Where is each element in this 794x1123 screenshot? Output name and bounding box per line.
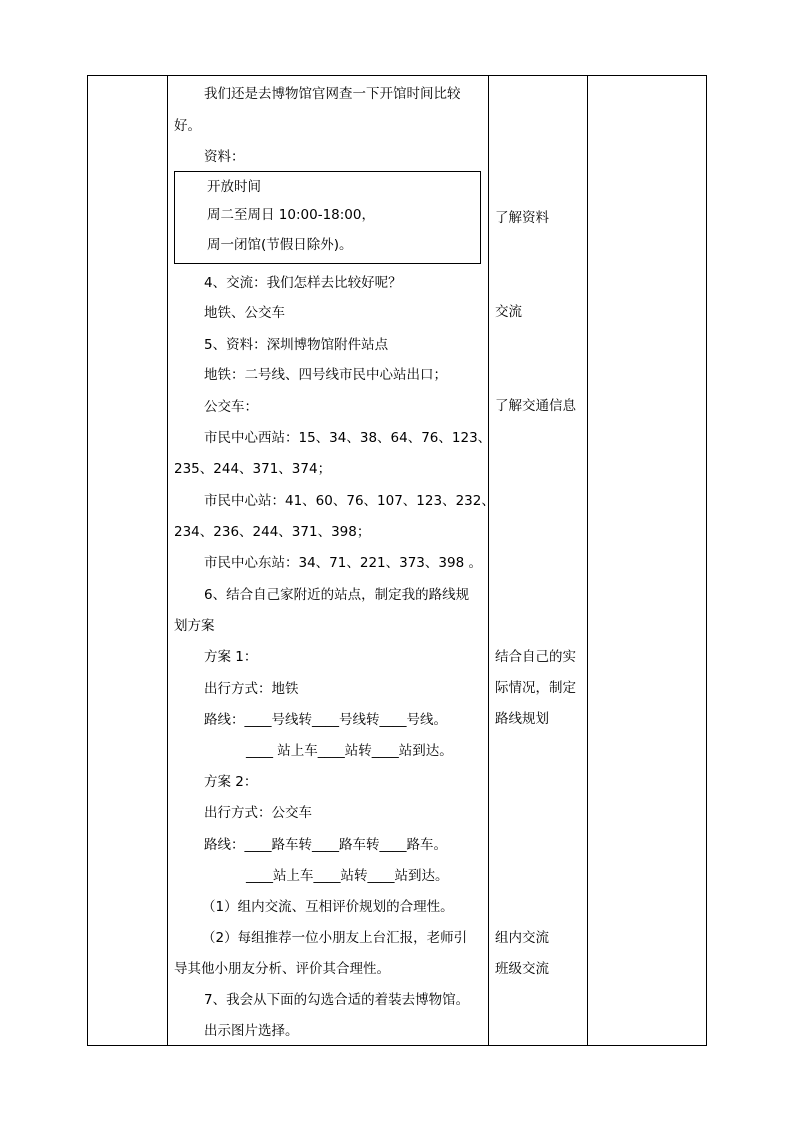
plan2-label: 方案 2： (204, 774, 258, 790)
step4-answer: 地铁、公交车 (204, 305, 285, 321)
material-label: 资料： (204, 149, 245, 165)
plan1-label: 方案 1： (204, 649, 258, 665)
west-station-line: 235、244、371、374； (174, 461, 332, 477)
plan1-route: 路线：____号线转____号线转____号线。 (204, 712, 447, 728)
plan2-stops: ____站上车____站转____站到达。 (246, 868, 449, 884)
intro-line: 我们还是去博物馆官网查一下开馆时间比较 (204, 86, 461, 102)
plan1-mode: 出行方式：地铁 (204, 681, 299, 697)
step5-metro: 地铁：二号线、四号线市民中心站出口； (204, 367, 447, 383)
center-station-line: 234、236、244、371、398； (174, 524, 371, 540)
west-station-line: 市民中心西站：15、34、38、64、76、123、 (204, 430, 492, 446)
plan2-mode: 出行方式：公交车 (204, 805, 312, 821)
discussion-1: （1）组内交流、互相评价规划的合理性。 (202, 899, 454, 915)
activity-text: 路线规划 (495, 711, 549, 727)
opening-hours-box (174, 171, 481, 264)
activity-text: 组内交流 (495, 930, 549, 946)
step6-line: 划方案 (174, 618, 215, 634)
east-station-line: 市民中心东站：34、71、221、373、398 。 (204, 555, 482, 571)
opening-closed: 周一闭馆(节假日除外)。 (207, 237, 353, 253)
step7-line: 7、我会从下面的勾选合适的着装去博物馆。 (204, 992, 470, 1008)
plan1-stops: ____ 站上车____站转____站到达。 (246, 743, 453, 759)
center-station-line: 市民中心站：41、60、76、107、123、232、 (204, 493, 495, 509)
discussion-2-line: 导其他小朋友分析、评价其合理性。 (174, 961, 390, 977)
lesson-table (87, 75, 707, 1046)
student-activity-column (490, 76, 586, 1045)
step6-line: 6、结合自己家附近的站点，制定我的路线规 (204, 587, 470, 603)
step5-bus: 公交车： (204, 399, 258, 415)
column-divider (488, 76, 489, 1045)
activity-text: 结合自己的实 (495, 649, 576, 665)
opening-title: 开放时间 (207, 179, 261, 195)
activity-text: 班级交流 (495, 961, 549, 977)
teaching-content-column (168, 76, 495, 1045)
step4-question: 4、交流：我们怎样去比较好呢？ (204, 275, 402, 291)
step5-title: 5、资料：深圳博物馆附件站点 (204, 337, 389, 353)
opening-hours: 周二至周日 10:00-18:00， (207, 207, 375, 223)
intro-line: 好。 (174, 118, 201, 134)
activity-text: 了解资料 (495, 210, 549, 226)
activity-text: 交流 (495, 304, 522, 320)
activity-text: 际情况，制定 (495, 680, 576, 696)
discussion-2-line: （2）每组推荐一位小朋友上台汇报，老师引 (202, 930, 468, 946)
plan2-route: 路线：____路车转____路车转____路车。 (204, 837, 447, 853)
step7-note: 出示图片选择。 (204, 1023, 299, 1039)
column-divider (587, 76, 588, 1045)
activity-text: 了解交通信息 (495, 398, 576, 414)
